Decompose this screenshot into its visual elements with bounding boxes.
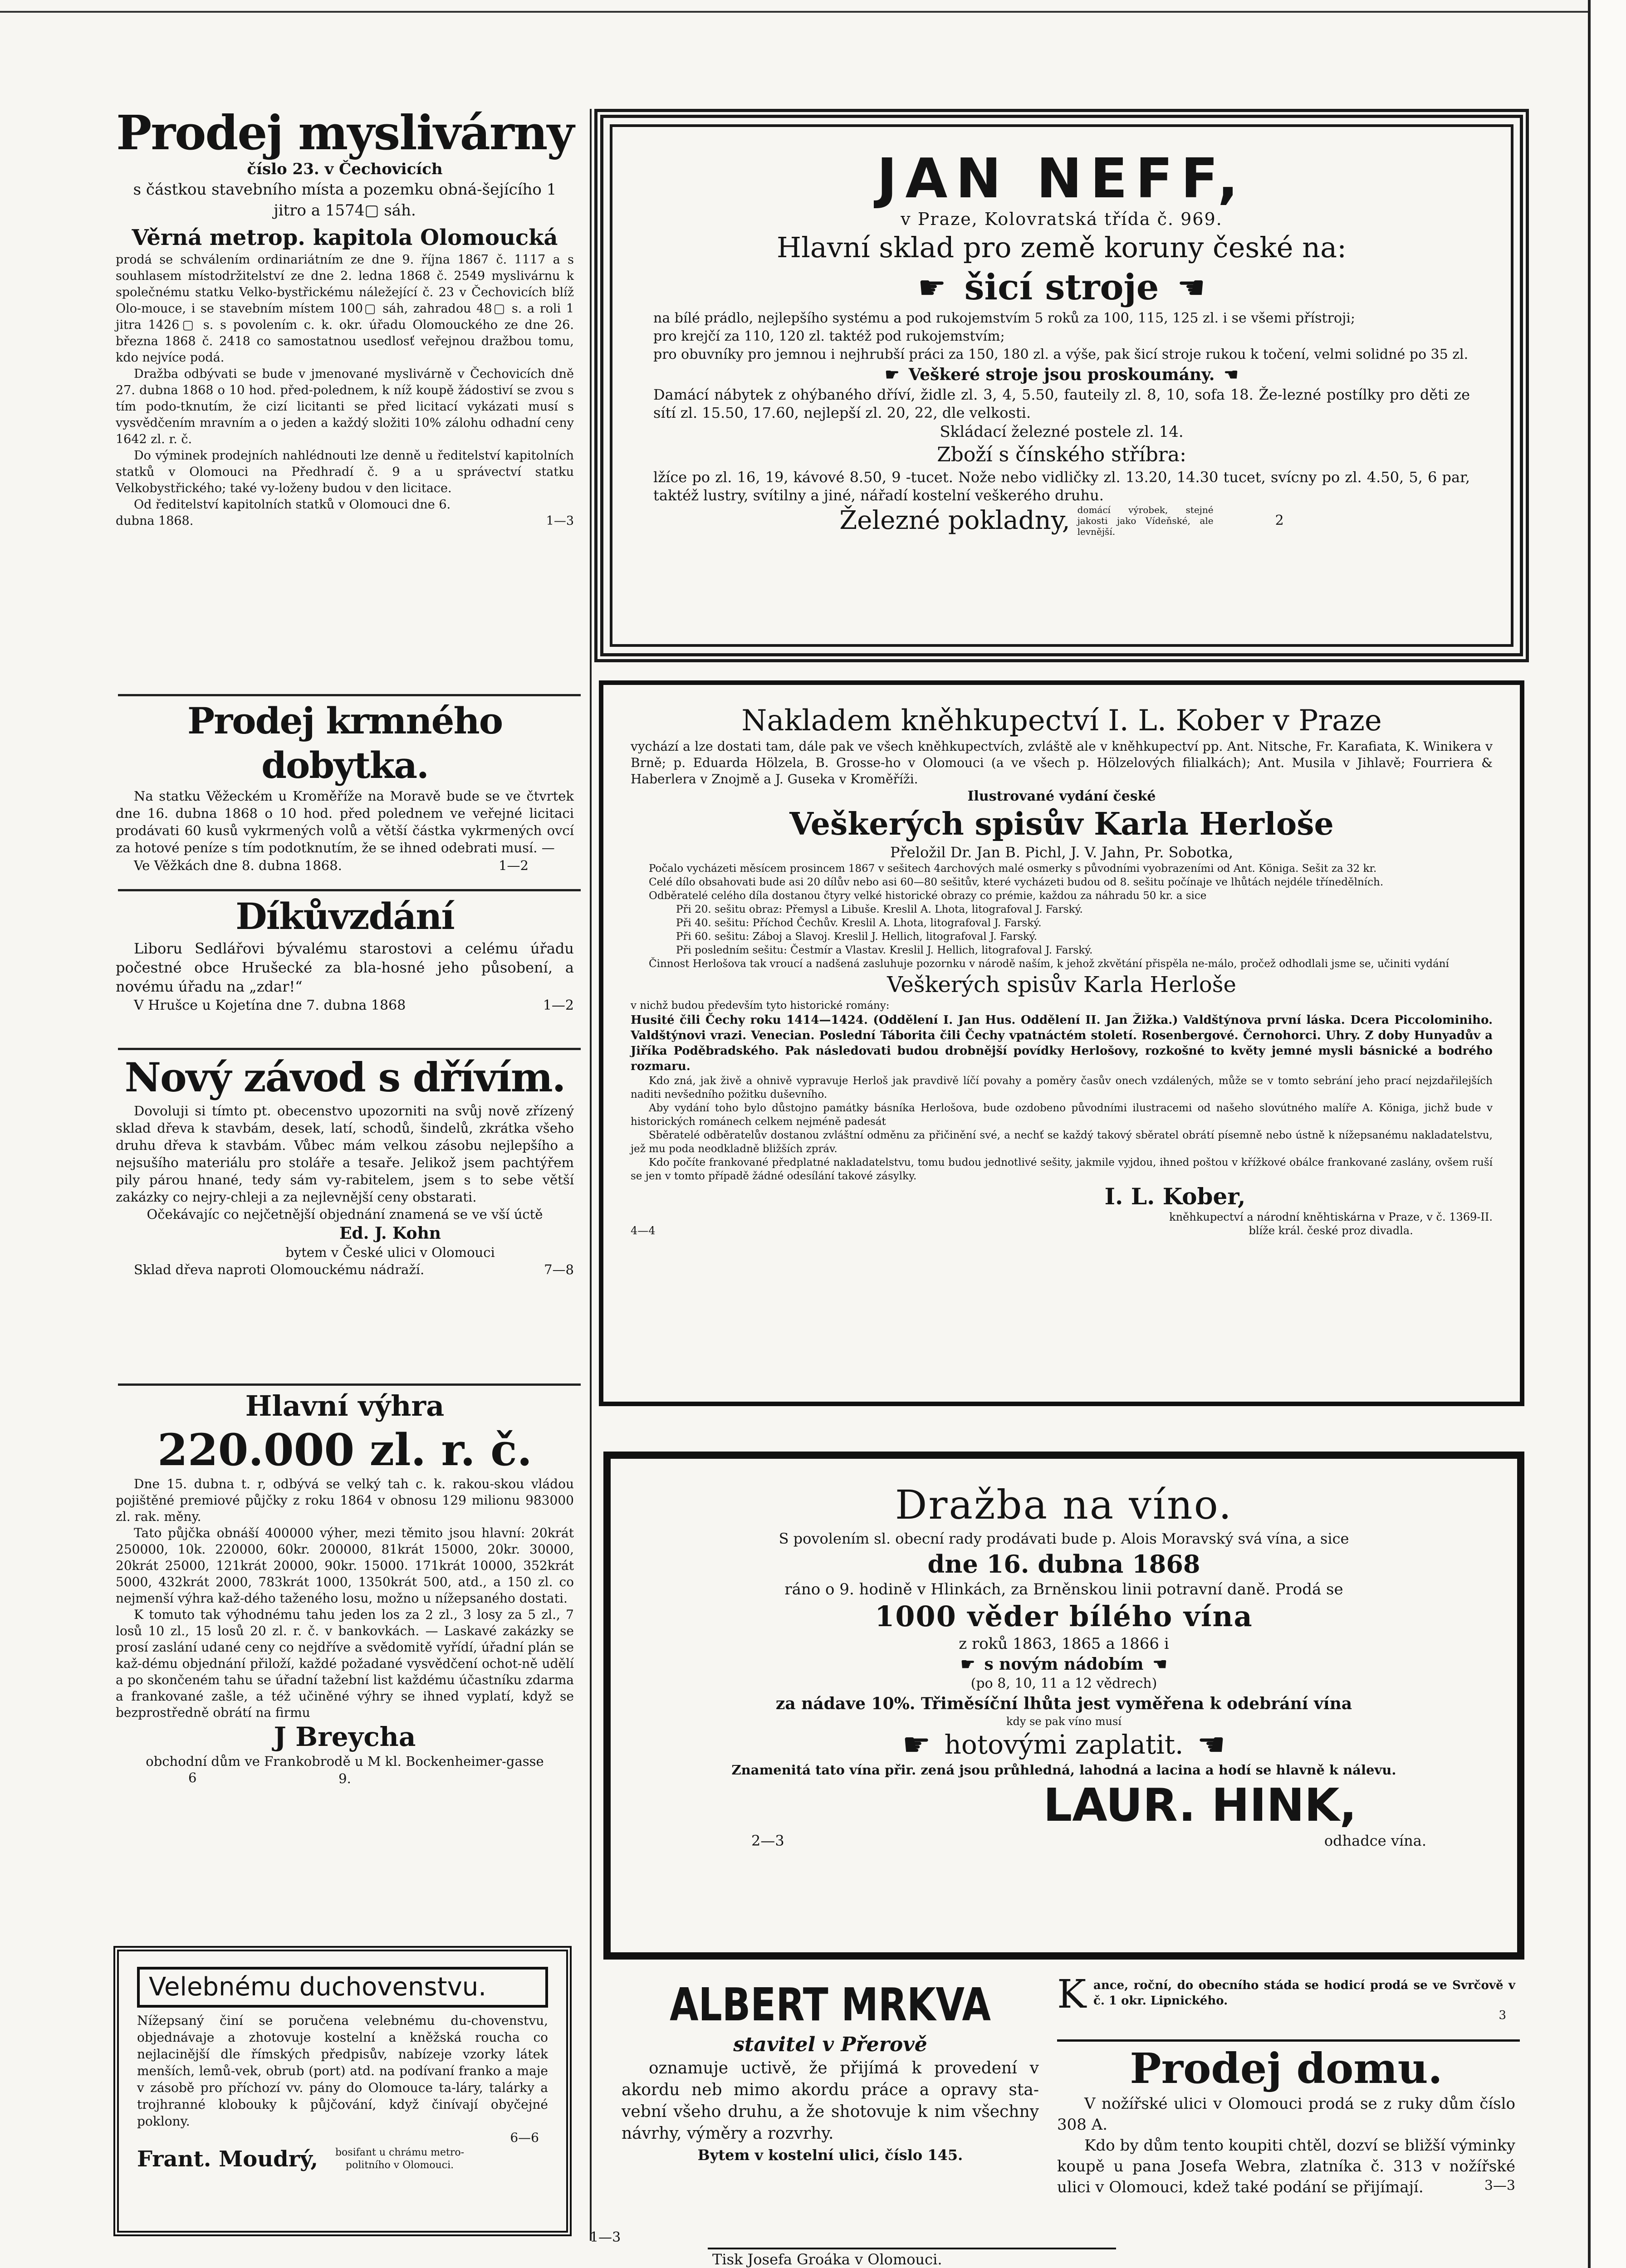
ad-footer: Od ředitelství kapitolních statků v Olomouci dne 6. dubna 1868. bbox=[116, 498, 451, 528]
ad-dikuvzdani bbox=[116, 894, 574, 1043]
ad-mrkva bbox=[590, 1978, 1039, 2245]
ad-line: Veškeré stroje jsou proskoumány. bbox=[908, 365, 1215, 384]
ad-body: Očekávajíc co nejčetnější objednání znamená se ve vší úctě bbox=[147, 1207, 543, 1222]
ad-myslivarna bbox=[116, 107, 574, 687]
ad-kance bbox=[1057, 1972, 1515, 2037]
ad-body: vychází a lze dostati tam, dále pak ve všech kněhkupectvích, zvláště ale v kněhkupectví pp. Ant. Nitsche, Fr. Karafiata, K. Winikera v Brně; p. Eduarda Hölzela, B. Grosse-ho v Olomouci (a ve všech p. Hölzelových filialkách); Ant. Musila v Jihlavě; Fourriera & Haberlera v Znojmě a J. Guseka v Kroměříži. bbox=[631, 739, 1493, 787]
ad-line: na bílé prádlo, nejlepšího systému a pod rukojemstvím 5 roků za 100, 115, 125 zl. i se všemi přístroji; bbox=[653, 310, 1356, 326]
ad-address: obchodní dům ve Frankobrodě u M kl. Bockenheimer-gasse 9. bbox=[146, 1754, 544, 1786]
page-edge bbox=[1588, 0, 1626, 2268]
ad-domu bbox=[1057, 2043, 1515, 2239]
ad-body: V nožířské ulici v Olomouci prodá se z ruky dům číslo 308 A. bbox=[1057, 2095, 1515, 2134]
ad-address: v Praze, Kolovratská třída č. 969. bbox=[901, 209, 1223, 229]
pointing-hand-left-icon: ☚ bbox=[1224, 365, 1239, 384]
ad-address: blíže král. české proz divadla. bbox=[1249, 1224, 1413, 1237]
ad-name: Frant. Moudrý, bbox=[137, 2146, 318, 2172]
ad-premium: Při 40. sešitu: Příchod Čechův. Kreslil A. Lhota, litografoval J. Farský. bbox=[676, 917, 1042, 929]
ad-title: Prodej myslivárny bbox=[116, 105, 573, 161]
ad-number: 6—6 bbox=[510, 2130, 539, 2145]
pointing-hand-right-icon: ☛ bbox=[902, 1726, 931, 1763]
ad-frant-box bbox=[113, 1946, 572, 2236]
ad-subtitle: číslo 23. v Čechovicích bbox=[247, 160, 443, 178]
ad-line: za nádave 10%. Třiměsíční lhůta jest vyměřena k odebrání vína bbox=[775, 1694, 1352, 1713]
ad-body: Na statku Věžeckém u Kroměříže na Moravě bude se ve čtvrtek dne 16. dubna 1868 o 10 hod. před polednem ve veřejné licitaci prodávati 60 kusů vykrmených volů a větší částka vykrmených ovcí za hotové peníze s tím podotknutím, že se ihned odebrati musí. — bbox=[116, 788, 574, 855]
ad-title: Velebnému duchovenstvu. bbox=[137, 1967, 548, 2008]
ad-line: Damácí nábytek z ohýbaného dříví, židle zl. 3, 4, 5.50, fauteily zl. 8, 10, sofa 18. Že-lezné postílky pro děti ze sítí zl. 15.50, 17.60, nejlepší zl. 20, 22, dle velkosti. bbox=[653, 386, 1470, 421]
scan-top-edge bbox=[0, 0, 1588, 13]
ad-subtitle: s částkou stavebního místa a pozemku obná-šejícího 1 jitro a 1574▢ sáh. bbox=[133, 181, 557, 220]
ad-line: S povolením sl. obecní rady prodávati bude p. Alois Moravský svá vína, a sice bbox=[779, 1530, 1349, 1547]
ad-name: I. L. Kober, bbox=[1104, 1183, 1246, 1210]
ad-body: ance, roční, do obecního stáda se hodicí prodá se ve Svrčově v č. 1 okr. Lipnického. bbox=[1093, 1979, 1515, 2008]
ad-body: Nížepsaný činí se poručena velebnému du-chovenstvu, objednávaje a zhotovuje kostelní a kněžská roucha co nejlacinější dle římských předpisův, nabízeje vzorky látek menších, lemů-vek, obrub (port) atd. na podívaní franko a maje v zásobě pro příchozí vv. pány do Olomouce ta-láry, talárky a trojhranné klobouky k půjčování, když činívají obyčejné poklony. bbox=[137, 2013, 548, 2129]
ad-title: Dražba na víno. bbox=[895, 1481, 1233, 1528]
ad-title: Nakladem kněhkupectví I. L. Kober v Praze bbox=[741, 704, 1382, 738]
ad-title: Hlavní výhra bbox=[245, 1389, 445, 1422]
ad-line: z roků 1863, 1865 a 1866 i bbox=[959, 1635, 1169, 1653]
ad-number: 2—3 bbox=[751, 1832, 784, 1849]
pointing-hand-right-icon: ☛ bbox=[960, 1655, 975, 1674]
printer-footer: Tisk Josefa Groáka v Olomouci. bbox=[708, 2248, 1116, 2268]
ad-line: hotovými zaplatit. bbox=[944, 1729, 1184, 1760]
ad-title: Prodej domu. bbox=[1130, 2044, 1443, 2093]
ad-title: Veškerých spisův Karla Herloše bbox=[789, 806, 1334, 842]
ad-body: Kdo by dům tento koupiti chtěl, dozví se bližší výminky koupě u pana Josefa Webra, zlatníka č. 313 v nožířské ulici v Olomouci, kdež také podání se přijímají. bbox=[1057, 2136, 1515, 2196]
ad-wine-box bbox=[603, 1452, 1524, 1960]
ad-title: Veškerých spisův Karla Herloše bbox=[887, 972, 1236, 997]
ad-line: Znamenitá tato vína přir. zená jsou průhledná, lahodná a lacina a hodí se hlavně k nálevu. bbox=[731, 1762, 1396, 1778]
ad-body: Tato půjčka obnáší 400000 výher, mezi těmito jsou hlavní: 20krát 250000, 10k. 220000, 60kr. 200000, 81krát 15000, 20kr. 30000, 20krát 25000, 121krát 20000, 90kr. 15000. 171krát 10000, 352krát 5000, 432krát 2000, 783krát 1000, 1350krát 500, atd., a 150 zl. co nejmenší výhra kaž-dého taženého losu, možno u nížepsaného dostati. bbox=[116, 1525, 574, 1606]
ad-body: prodá se schválením ordinariátním ze dne 9. října 1867 č. 1117 a s souhlasem místodržitelství ze dne 2. ledna 1868 č. 2549 myslivárnu k společnému statku Velko-bystřickému náležející č. 23 v Čechovicích blíž Olo-mouce, i se stavebním místem 100▢ sáh, zahradou 48▢ s. a roli 1 jitra 1426▢ s. s povolením c. k. okr. úřadu Olomouckého ze dne 26. března 1868 č. 2418 co samostatnou usedlosť veřejnou dražbou tomu, kdo nejvíce podá. bbox=[116, 253, 574, 365]
pointing-hand-right-icon: ☛ bbox=[917, 269, 946, 306]
ad-line: lžíce po zl. 16, 19, kávové 8.50, 9 -tucet. Nože nebo vidličky zl. 13.20, 14.30 tucet, svícny po zl. 4.50, 5, 6 par, taktéž lustry, svítilny a jiné, nářadí kostelní veškerého druhu. bbox=[653, 469, 1470, 504]
ad-date: dne 16. dubna 1868 bbox=[927, 1549, 1200, 1579]
ad-title: ALBERT MRKVA bbox=[670, 1978, 991, 2031]
separator bbox=[118, 1048, 581, 1050]
ad-body: Činnost Herlošova tak vroucí a nadšená zasluhuje pozornku v národě naším, k jehož zkvětání přispěla ne-málo, pročež odhodlali jsme se, učiniti vydání bbox=[649, 958, 1449, 970]
ad-address: bosifant u chrámu metro-politního v Olomouci. bbox=[335, 2147, 465, 2171]
separator bbox=[1057, 2039, 1520, 2042]
ad-footer: Ve Věžkách dne 8. dubna 1868. bbox=[134, 858, 342, 873]
ad-body: Celé dílo obsahovati bude asi 20 dílův nebo asi 60—80 sešitův, které vycházeti budou od 8. sešitu počínaje ve lhůtách nejdéle třínedělních. bbox=[649, 876, 1384, 888]
ad-address: kněhkupectví a národní kněhtiskárna v Praze, v č. 1369-II. bbox=[1169, 1211, 1493, 1223]
ad-body: Liboru Sedlářovi bývalému starostovi a celému úřadu počestné obce Hrušecké za bla-hosné jeho působení, a novému úřadu na „zdar!“ bbox=[116, 940, 574, 995]
ad-vyhra bbox=[116, 1388, 574, 1919]
ad-premium: Při posledním sešitu: Čestmír a Vlastav. Kreslil J. Hellich, litografoval J. Farský. bbox=[676, 944, 1093, 956]
ad-line: Zboží s čínského stříbra: bbox=[937, 443, 1186, 466]
ad-body: Dražba odbývati se bude v jmenované myslivárně v Čechovicích dně 27. dubna 1868 o 10 hod. před-polednem, k níž koupě žádostiví se zvou s tím podo-tknutím, že cizí licitanti se před licitací vykázati musí s vysvědčením mravním a o jeden a každý složiti 10% zálohu odhadní ceny 1642 zl. r. č. bbox=[116, 367, 574, 446]
ad-neff-box bbox=[594, 109, 1529, 662]
ad-subtitle: Hlavní sklad pro země koruny české na: bbox=[777, 231, 1347, 264]
pointing-hand-left-icon: ☚ bbox=[1152, 1655, 1167, 1674]
ad-body: Kdo počíte frankované předplatné nakladatelstvu, tomu budou jednotlivé sešity, jakmile vyjdou, ihned poštou v křížkové obálce frankované zaslány, ovšem ruší se jen v tomto případě žádné odesílání takové zásylky. bbox=[631, 1157, 1493, 1182]
ad-body: Kdo zná, jak živě a ohnivě vypravuje Herloš jak pravdivě líčí povahy a poměry časův onech vzdálených, může se v tomto sebrání jeho prací nejzdařilejších naditi nevšedního požitku duševního. bbox=[631, 1075, 1493, 1100]
ad-name: Ed. J. Kohn bbox=[339, 1224, 441, 1243]
ad-subtitle: odhadce vína. bbox=[1324, 1832, 1426, 1849]
ad-body: v nichž budou především tyto historické romány: bbox=[631, 1000, 890, 1012]
column-rule bbox=[590, 109, 592, 2241]
ad-line: kdy se pak víno musí bbox=[1006, 1715, 1122, 1728]
pointing-hand-left-icon: ☚ bbox=[1177, 269, 1206, 306]
ad-line: pro obuvníky pro jemnou i nejhrubší práci za 150, 180 zl. a výše, pak šicí stroje rukou k točení, velmi solidné po 35 zl. bbox=[653, 347, 1469, 362]
ad-line: pro krejčí za 110, 120 zl. taktéž pod rukojemstvím; bbox=[653, 328, 1005, 344]
ad-number: 3 bbox=[1499, 2009, 1506, 2022]
ad-body: Dne 15. dubna t. r, odbývá se velký tah c. k. rakou-skou vládou pojištěné premiové půjčky z roku 1864 v obnosu 129 milionu 983000 zl. rak. měny. bbox=[116, 1476, 574, 1524]
ad-line: Skládací železné postele zl. 14. bbox=[940, 423, 1184, 441]
ad-body: Počalo vycházeti měsícem prosincem 1867 v sešitech 4archových malé osmerky s původními vyobrazeními od Ant. Königa. Sešit za 32 kr. bbox=[649, 863, 1377, 875]
ad-address: Bytem v kostelní ulici, číslo 145. bbox=[697, 2146, 963, 2164]
ad-number: 1—2 bbox=[499, 858, 529, 873]
ad-number: 6 bbox=[188, 1770, 197, 1785]
ad-number: 3—3 bbox=[1484, 2178, 1515, 2194]
ad-number: 2 bbox=[1275, 513, 1284, 528]
ad-title: Prodej krmného dobytka. bbox=[187, 699, 503, 787]
ad-novels: Husité čili Čechy roku 1414—1424. (Oddělení I. Jan Hus. Oddělení II. Jan Žižka.) Valdštýnova první láska. Dcera Piccolominiho. Valdštýnovi vrazi. Venecian. Poslední Táborita čili Čechy vpatnáctém století. Rosenbergové. Černohorci. Uhry. Z doby Hunyadův a Jiříka Poděbradského. Pak následovati budou drobnější povídky Herlošovy, rozkošné to květy jemné mysli básnické a bodrého rozmaru. bbox=[631, 1013, 1493, 1073]
ad-body: Odběratelé celého díla dostanou čtyry velké historické obrazy co prémie, každou za náhradu 50 kr. a sice bbox=[649, 890, 1207, 902]
ad-title: Díkůvzdání bbox=[235, 895, 454, 938]
ad-kober-box bbox=[599, 680, 1524, 1406]
ad-number: 4—4 bbox=[631, 1224, 656, 1237]
ad-krmny bbox=[116, 699, 574, 880]
ad-subtitle: Věrná metrop. kapitola Olomoucká bbox=[132, 225, 558, 250]
ad-number: 1—2 bbox=[543, 997, 574, 1013]
separator bbox=[118, 889, 581, 891]
ad-premium: Při 20. sešitu obraz: Přemysl a Libuše. Kreslil A. Lhota, litografoval J. Farský. bbox=[676, 904, 1083, 915]
ad-subtitle: stavitel v Přerově bbox=[733, 2033, 927, 2056]
separator bbox=[118, 694, 581, 696]
pointing-hand-right-icon: ☛ bbox=[885, 365, 900, 384]
ad-line: Železné pokladny, bbox=[839, 506, 1070, 535]
ad-initial: K bbox=[1057, 1972, 1087, 2017]
pointing-hand-left-icon: ☚ bbox=[1197, 1726, 1226, 1763]
ad-number: 1—3 bbox=[590, 2229, 621, 2245]
ad-title: Nový závod s dřívím. bbox=[124, 1054, 565, 1101]
ad-number: 1—3 bbox=[546, 514, 574, 528]
ad-address: bytem v České ulici v Olomouci bbox=[285, 1245, 495, 1260]
ad-line: (po 8, 10, 11 a 12 vědrech) bbox=[970, 1676, 1157, 1691]
ad-line: s novým nádobím bbox=[984, 1655, 1144, 1674]
ad-body: Do výminek prodejních nahlédnouti lze denně u ředitelství kapitolních statků v Olomouci na Předhradí č. 9 a u správectví statku Velkobystřického; také vy-loženy budou v den licitace. bbox=[116, 449, 574, 495]
ad-premium: Při 60. sešitu: Záboj a Slavoj. Kreslil J. Hellich, litografoval J. Farský. bbox=[676, 931, 1038, 943]
ad-firm: J Breycha bbox=[274, 1721, 416, 1752]
ad-translators: Přeložil Dr. Jan B. Pichl, J. V. Jahn, Pr. Sobotka, bbox=[890, 844, 1234, 861]
ad-subtitle: Ilustrované vydání české bbox=[967, 788, 1156, 804]
separator bbox=[118, 1383, 581, 1386]
ad-address: Sklad dřeva naproti Olomouckému nádraží. bbox=[134, 1262, 425, 1277]
ad-body: Dovoluji si tímto pt. obecenstvo upozorniti na svůj nově zřízený sklad dřeva k stavbám, desek, latí, schodů, šindelů, zkrátka všeho druhu dřeva k stavbám. Vůbec mám velkou zásobu nejlepšího a nejsušího materiálu pro stoláře a tesaře. Jelikož jsem pachtýřem pily párou hnané, tedy sám vy-rabitelem, jsem s to sebe větší zakázky co nejry-chleji a za nejlevnější ceny obstarati. bbox=[116, 1103, 574, 1205]
ad-drivi bbox=[116, 1052, 574, 1379]
ad-body: Sběratelé odběratelův dostanou zvláštní odměnu za přičinění své, a nechť se každý takový sběratel obrátí písemně nebo ústně k nížepsanému nakladatelstvu, jež mu poda neodkladně bližších zpráv. bbox=[631, 1129, 1493, 1155]
ad-line: domácí výrobek, stejné jakosti jako Vídeňské, ale levnější. bbox=[1077, 504, 1214, 537]
ad-body: K tomuto tak výhodnému tahu jeden los za 2 zl., 3 losy za 5 zl., 7 losů 10 zl., 15 losů 20 zl. r. č. v bankovkách. — Laskavé zakázky se prosí zaslání udané ceny co nejdříve a svědomitě vyřídí, úřadní plán se kaž-dému objednání přiloží, každé požadané vysvědčení ochot-ně udělí a po skončeném tahu se úřadní tažební list každému účastníku zdarma a frankované zašle, a též učiněné výhry se ihned vyplatí, když se bezprostředně obrátí na firmu bbox=[116, 1607, 574, 1720]
ad-amount: 1000 věder bílého vína bbox=[875, 1600, 1253, 1633]
ad-body: oznamuje uctivě, že přijímá k provedení v akordu neb mimo akordu práce a opravy sta-vební všeho druhu, a že shotovuje k nim všechny návrhy, výměry a rozvrhy. bbox=[622, 2059, 1039, 2143]
ad-footer: V Hrušce u Kojetína dne 7. dubna 1868 bbox=[134, 997, 406, 1013]
ad-body: Aby vydání toho bylo důstojno památky básníka Herlošova, bude ozdobeno původními ilustracemi od našeho slovútného malíře A. Königa, jichž bude v historických románech celkem nejméně padesát bbox=[631, 1102, 1493, 1128]
ad-product: šicí stroje bbox=[964, 267, 1159, 308]
ad-line: ráno o 9. hodině v Hlinkách, za Brněnskou linii potravní daně. Prodá se bbox=[784, 1580, 1343, 1598]
ad-number: 7—8 bbox=[544, 1262, 574, 1277]
ad-amount: 220.000 zl. r. č. bbox=[157, 1424, 532, 1476]
ad-title: JAN NEFF, bbox=[877, 147, 1247, 210]
ad-name: LAUR. HINK, bbox=[1043, 1779, 1357, 1832]
